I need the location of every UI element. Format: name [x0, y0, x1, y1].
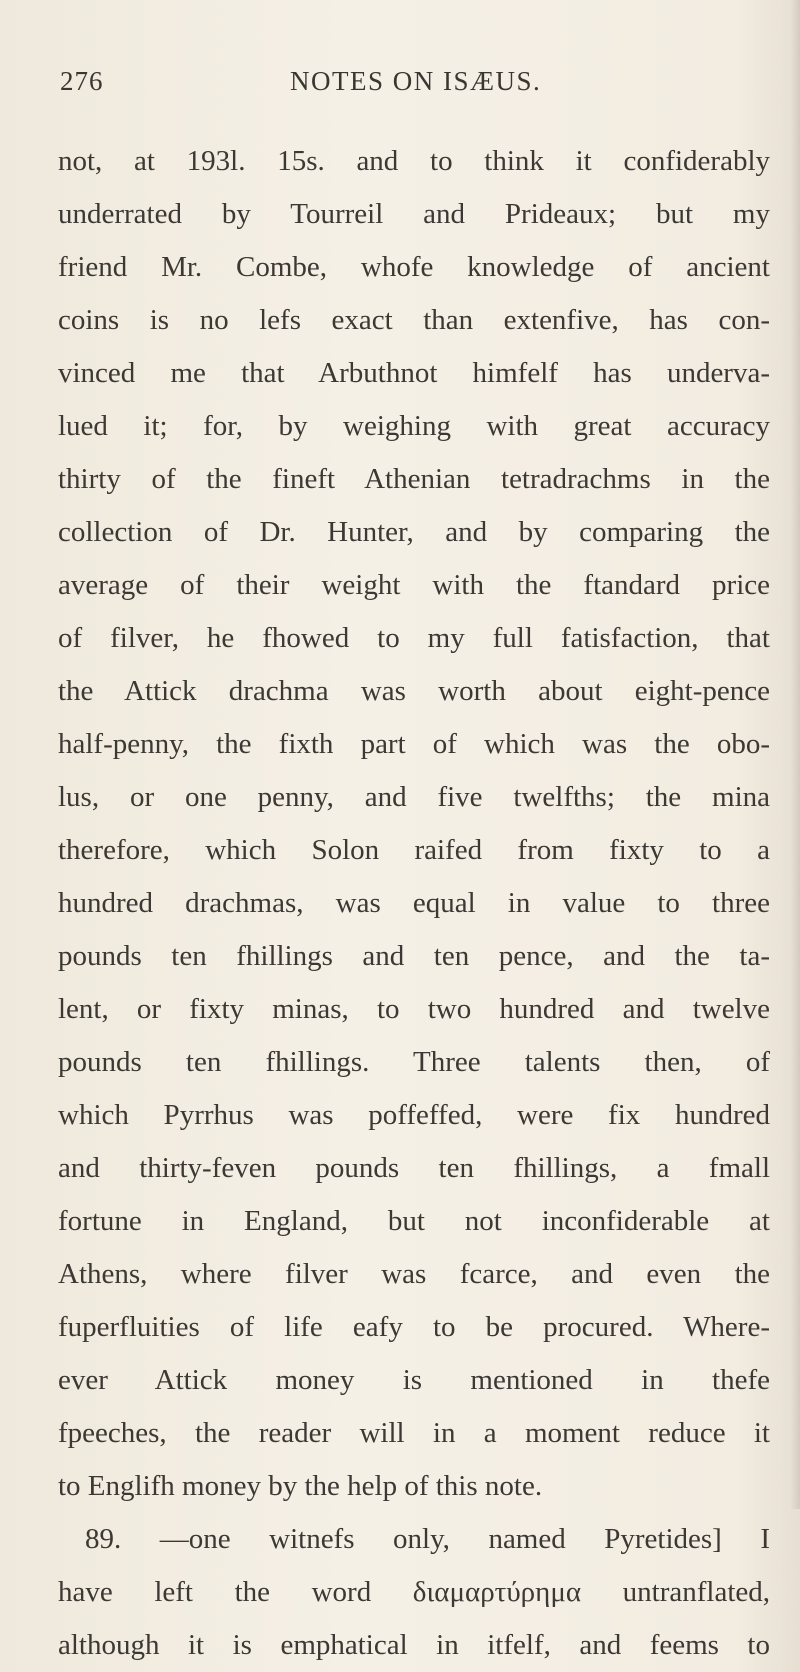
text-line: not, at 193l. 15s. and to think it confiderably	[58, 145, 770, 177]
text-line: Athens, where filver was fcarce, and even the	[58, 1258, 770, 1290]
text-line: vinced me that Arbuthnot himfelf has underva-	[58, 357, 770, 389]
text-line: which Pyrrhus was poffeffed, were fix hundred	[58, 1099, 770, 1131]
text-line: fortune in England, but not inconfiderable at	[58, 1205, 770, 1237]
text-line: pounds ten fhillings and ten pence, and the ta-	[58, 940, 770, 972]
text-line: average of their weight with the ftandard price	[58, 569, 770, 601]
page-edge-shadow	[790, 0, 800, 1509]
text-line: and thirty-feven pounds ten fhillings, a fmall	[58, 1152, 770, 1184]
text-line: fpeeches, the reader will in a moment reduce it	[58, 1417, 770, 1449]
body-text	[58, 135, 770, 1672]
text-line: half-penny, the fixth part of which was the obo-	[58, 728, 770, 760]
text-line: although it is emphatical in itfelf, and feems to	[58, 1629, 770, 1661]
text-line: therefore, which Solon raifed from fixty to a	[58, 834, 770, 866]
text-line: fuperfluities of life eafy to be procured. Where-	[58, 1311, 770, 1343]
text-line: lus, or one penny, and five twelfths; the mina	[58, 781, 770, 813]
text-line: ever Attick money is mentioned in thefe	[58, 1364, 770, 1396]
text-line: of filver, he fhowed to my full fatisfaction, that	[58, 622, 770, 654]
text-line: underrated by Tourreil and Prideaux; but my	[58, 198, 770, 230]
text-line: coins is no lefs exact than extenfive, has con-	[58, 304, 770, 336]
text-line: pounds ten fhillings. Three talents then, of	[58, 1046, 770, 1078]
text-line: friend Mr. Combe, whofe knowledge of ancient	[58, 251, 770, 283]
text-line: to Englifh money by the help of this note.	[58, 1470, 543, 1502]
running-title: NOTES ON ISÆUS.	[290, 66, 542, 96]
text-line: hundred drachmas, was equal in value to three	[58, 887, 770, 919]
text-line: the Attick drachma was worth about eight-pence	[58, 675, 770, 707]
text-line: collection of Dr. Hunter, and by comparing the	[58, 516, 770, 548]
text-line: lued it; for, by weighing with great accuracy	[58, 410, 770, 442]
page-header	[60, 66, 760, 106]
text-line: 89. —one witnefs only, named Pyretides] I	[85, 1523, 770, 1555]
text-line: thirty of the fineft Athenian tetradrachms in the	[58, 463, 770, 495]
text-line: lent, or fixty minas, to two hundred and twelve	[58, 993, 770, 1025]
text-line: have left the word διαμαρτύρημα untranflated,	[58, 1576, 770, 1608]
page-number: 276	[60, 66, 104, 96]
